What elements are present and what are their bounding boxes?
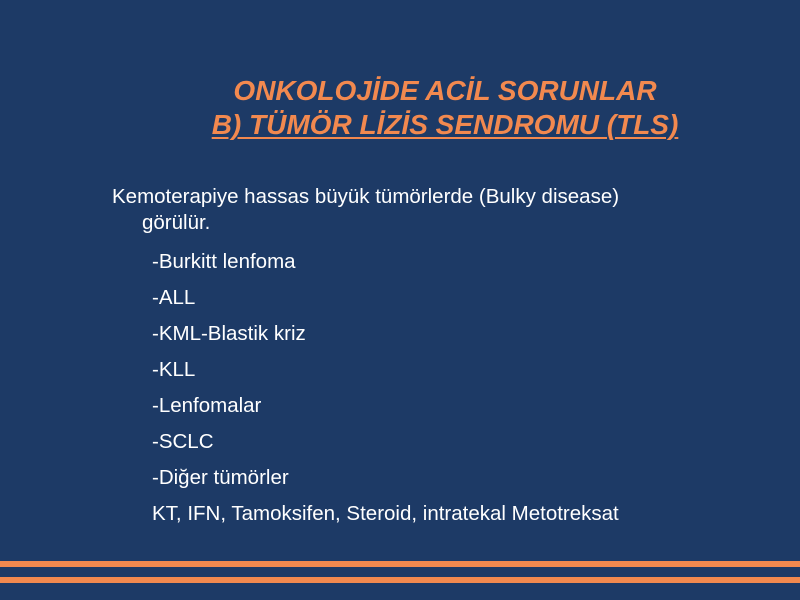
list-item: KT, IFN, Tamoksifen, Steroid, intratekal Metotreksat [152,502,619,525]
slide-body [112,184,792,532]
title-line-1: ONKOLOJİDE ACİL SORUNLAR [233,75,657,106]
intro-paragraph [112,184,792,236]
list-item: -Lenfomalar [152,394,262,417]
list-item: -Diğer tümörler [152,466,289,489]
intro-text-part-2: görülür. [142,211,211,234]
list-item: -KML-Blastik kriz [152,322,306,345]
tumor-list [112,244,792,532]
intro-text-part-1: Kemoterapiye hassas büyük tümörlerde (Bulky disease) [112,185,620,208]
accent-bar-top [0,561,800,567]
slide-title [0,74,800,142]
list-item: -Burkitt lenfoma [152,250,296,273]
list-item: -ALL [152,286,196,309]
accent-bar-bottom [0,577,800,583]
list-item: -KLL [152,358,196,381]
list-item: -SCLC [152,430,214,453]
title-line-2: B) TÜMÖR LİZİS SENDROMU (TLS) [211,109,679,140]
